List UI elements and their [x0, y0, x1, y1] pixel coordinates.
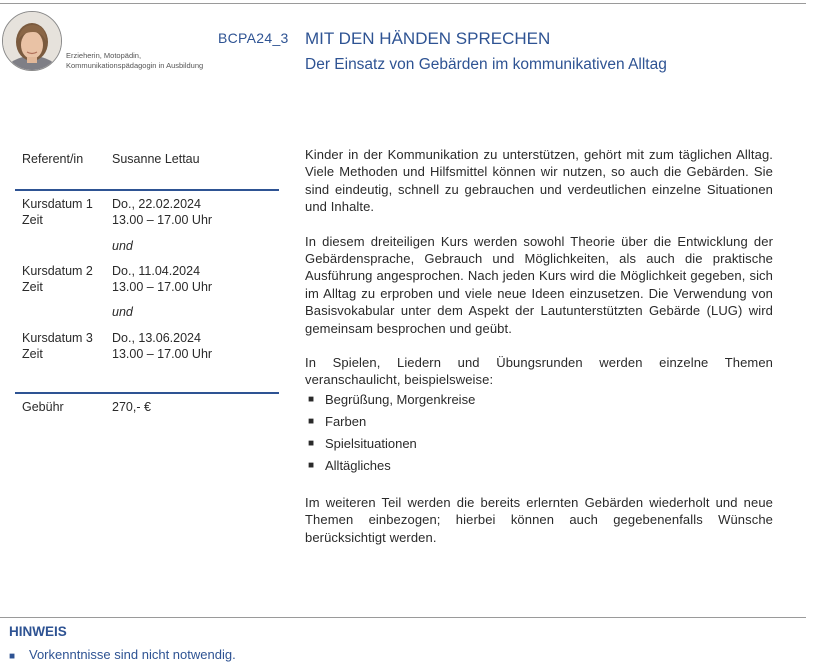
square-bullet-icon: ■: [308, 393, 315, 405]
list-item: [305, 389, 773, 411]
session-date-value: Do., 11.04.2024: [112, 264, 201, 278]
caption-line: Kommunikationspädagogin in Ausbildung: [66, 61, 204, 70]
session-time-value: 13.00 – 17.00 Uhr: [112, 213, 213, 227]
course-code: BCPA24_3: [218, 30, 289, 46]
session-date-value: Do., 22.02.2024: [112, 197, 201, 211]
session-time-label: Zeit: [22, 213, 43, 227]
portrait-image: [3, 12, 61, 70]
square-bullet-icon: ■: [308, 437, 315, 449]
hinweis-text: Vorkenntnisse sind nicht notwendig.: [29, 647, 236, 662]
session-time-value: 13.00 – 17.00 Uhr: [112, 280, 213, 294]
list-item: [305, 433, 773, 455]
session-date-label: Kursdatum 2: [22, 264, 93, 278]
referent-caption: [66, 51, 203, 71]
session-date-label: Kursdatum 3: [22, 331, 93, 345]
course-description: [305, 146, 773, 563]
session-time-label: Zeit: [22, 347, 43, 361]
description-paragraph: In diesem dreiteiligen Kurs werden sowohl Theorie über die Entwicklung der Gebärdensprache, Gebrauch und Möglichkeiten, als auch die praktische Ausführung angesprochen. Nach jeden Kurs wird die Möglichkeit gegeben, sich im Alltag zu erproben und viele neue Ideen einzusetzen. Die Verwendung von Basisvokabular unter dem Aspekt der Lautunterstützten Gebärde (LUG) wird gemeinsam besprochen und geübt.: [305, 233, 773, 336]
session-date-label: Kursdatum 1: [22, 197, 93, 211]
connector-text: und: [112, 305, 133, 319]
square-bullet-icon: ■: [308, 459, 315, 471]
page-subtitle: Der Einsatz von Gebärden im kommunikativen Alltag: [305, 56, 667, 73]
hinweis-heading: HINWEIS: [9, 624, 67, 639]
topic-text: Begrüßung, Morgenkreise: [325, 391, 476, 407]
page-title: MIT DEN HÄNDEN SPRECHEN: [305, 29, 551, 48]
description-paragraph: Im weiteren Teil werden die bereits erlernten Gebärden wiederholt und neue Themen einbezogen; hierbei können auch gegebenenfalls Wünsche berücksichtigt werden.: [305, 494, 773, 545]
topic-text: Spielsituationen: [325, 435, 417, 451]
connector-text: und: [112, 239, 133, 253]
topic-text: Farben: [325, 413, 367, 429]
square-bullet-icon: ■: [9, 651, 16, 662]
topic-text: Alltägliches: [325, 457, 391, 473]
referent-value: Susanne Lettau: [112, 152, 200, 166]
session-time-value: 13.00 – 17.00 Uhr: [112, 347, 213, 361]
footer-rule: [0, 617, 806, 618]
referent-label: Referent/in: [22, 152, 84, 166]
fee-value: 270,- €: [112, 400, 151, 414]
top-rule: [0, 3, 806, 4]
topic-list: [305, 389, 773, 477]
session-date-value: Do., 13.06.2024: [112, 331, 201, 345]
referent-photo: [2, 11, 62, 71]
details-divider: [15, 392, 279, 394]
description-paragraph: Kinder in der Kommunikation zu unterstützen, gehört mit zum täglichen Alltag. Viele Methoden und Hilfsmittel können wir nutzen, so auch die Gebärden. Sie sind eindeutig, schnell zu gebrauchen und verdeutlichen einzelne Situationen und Inhalte.: [305, 147, 773, 215]
session-time-label: Zeit: [22, 280, 43, 294]
hinweis-item: [9, 647, 236, 662]
list-item: [305, 455, 773, 477]
square-bullet-icon: ■: [308, 415, 315, 427]
caption-line: Erzieherin, Motopädin,: [66, 51, 142, 60]
list-item: [305, 411, 773, 433]
details-divider: [15, 189, 279, 191]
fee-label: Gebühr: [22, 400, 64, 414]
description-paragraph: In Spielen, Liedern und Übungsrunden werden einzelne Themen veranschaulicht, beispielsweise:: [305, 355, 773, 388]
